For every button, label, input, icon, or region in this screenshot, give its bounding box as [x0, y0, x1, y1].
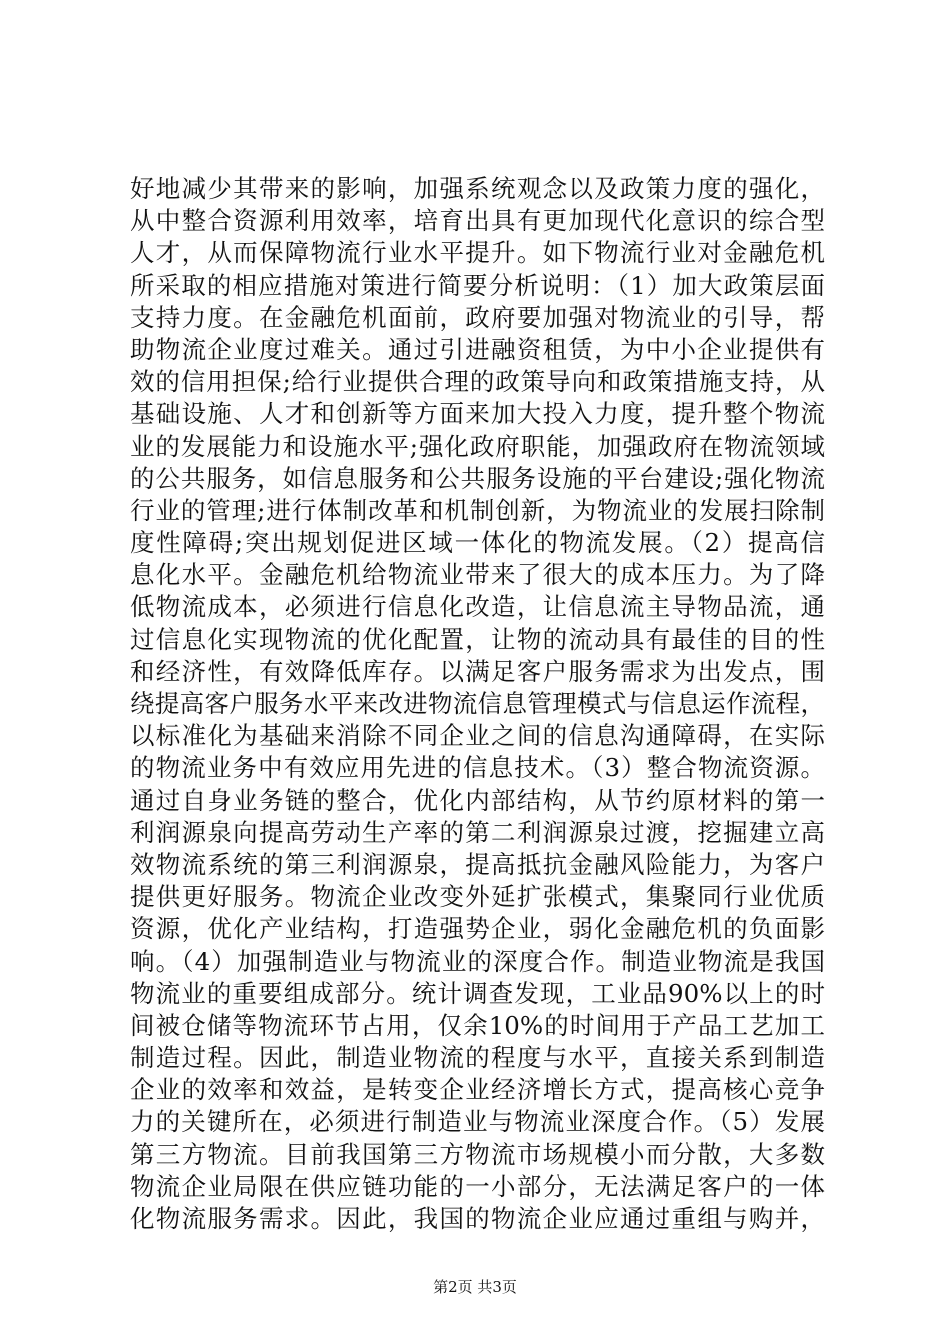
text-line: 利润源泉向提高劳动生产率的第二利润源泉过渡，挖掘建立高 [130, 817, 825, 847]
text-line: 度性障碍;突出规划促进区域一体化的物流发展。（2）提高信 [130, 528, 825, 558]
text-line: 好地减少其带来的影响，加强系统观念以及政策力度的强化， [130, 174, 825, 203]
body-text [130, 173, 825, 1235]
page-footer [0, 1276, 950, 1297]
text-line: 和经济性，有效降低库存。以满足客户服务需求为出发点，围 [130, 656, 825, 686]
text-line: 响。（4）加强制造业与物流业的深度合作。制造业物流是我国 [130, 946, 825, 976]
text-line: 物流业的重要组成部分。统计调查发现，工业品90%以上的时 [130, 978, 825, 1008]
text-line: 企业的效率和效益，是转变企业经济增长方式，提高核心竞争 [130, 1075, 825, 1105]
text-line: 所采取的相应措施对策进行简要分析说明：（1）加大政策层面 [130, 270, 825, 300]
text-line: 化物流服务需求。因此，我国的物流企业应通过重组与购并， [130, 1204, 825, 1233]
text-line: 行业的管理;进行体制改革和机制创新，为物流业的发展扫除制 [130, 495, 825, 525]
text-line: 制造过程。因此，制造业物流的程度与水平，直接关系到制造 [130, 1043, 825, 1073]
text-line: 人才，从而保障物流行业水平提升。如下物流行业对金融危机 [130, 238, 825, 268]
text-line: 通过自身业务链的整合，优化内部结构，从节约原材料的第一 [130, 785, 825, 815]
text-line: 资源，优化产业结构，打造强势企业，弱化金融危机的负面影 [130, 914, 825, 944]
page-number: 第2页 共3页 [433, 1278, 517, 1296]
text-line: 间被仓储等物流环节占用，仅余10%的时间用于产品工艺加工 [130, 1010, 825, 1040]
text-line: 提供更好服务。物流企业改变外延扩张模式，集聚同行业优质 [130, 882, 825, 912]
text-line: 的物流业务中有效应用先进的信息技术。（3）整合物流资源。 [130, 753, 825, 783]
text-line: 物流企业局限在供应链功能的一小部分，无法满足客户的一体 [130, 1171, 825, 1201]
text-line: 助物流企业度过难关。通过引进融资租赁，为中小企业提供有 [130, 334, 825, 364]
text-line: 的公共服务，如信息服务和公共服务设施的平台建设;强化物流 [130, 463, 825, 493]
text-line: 第三方物流。目前我国第三方物流市场规模小而分散，大多数 [130, 1139, 825, 1169]
text-line: 绕提高客户服务水平来改进物流信息管理模式与信息运作流程， [130, 689, 825, 718]
text-line: 力的关键所在，必须进行制造业与物流业深度合作。（5）发展 [130, 1107, 825, 1137]
text-line: 效物流系统的第三利润源泉，提高抵抗金融风险能力，为客户 [130, 849, 825, 879]
text-line: 从中整合资源利用效率，培育出具有更加现代化意识的综合型 [130, 206, 825, 236]
text-line: 业的发展能力和设施水平;强化政府职能，加强政府在物流领域 [130, 431, 825, 461]
text-line: 息化水平。金融危机给物流业带来了很大的成本压力。为了降 [130, 560, 825, 590]
text-line: 过信息化实现物流的优化配置，让物的流动具有最佳的目的性 [130, 624, 825, 654]
text-line: 低物流成本，必须进行信息化改造，让信息流主导物品流，通 [130, 592, 825, 622]
text-line: 支持力度。在金融危机面前，政府要加强对物流业的引导，帮 [130, 302, 825, 332]
text-line: 效的信用担保;给行业提供合理的政策导向和政策措施支持，从 [130, 367, 825, 397]
text-line: 以标准化为基础来消除不同企业之间的信息沟通障碍，在实际 [130, 721, 825, 751]
text-line: 基础设施、人才和创新等方面来加大投入力度，提升整个物流 [130, 399, 825, 429]
